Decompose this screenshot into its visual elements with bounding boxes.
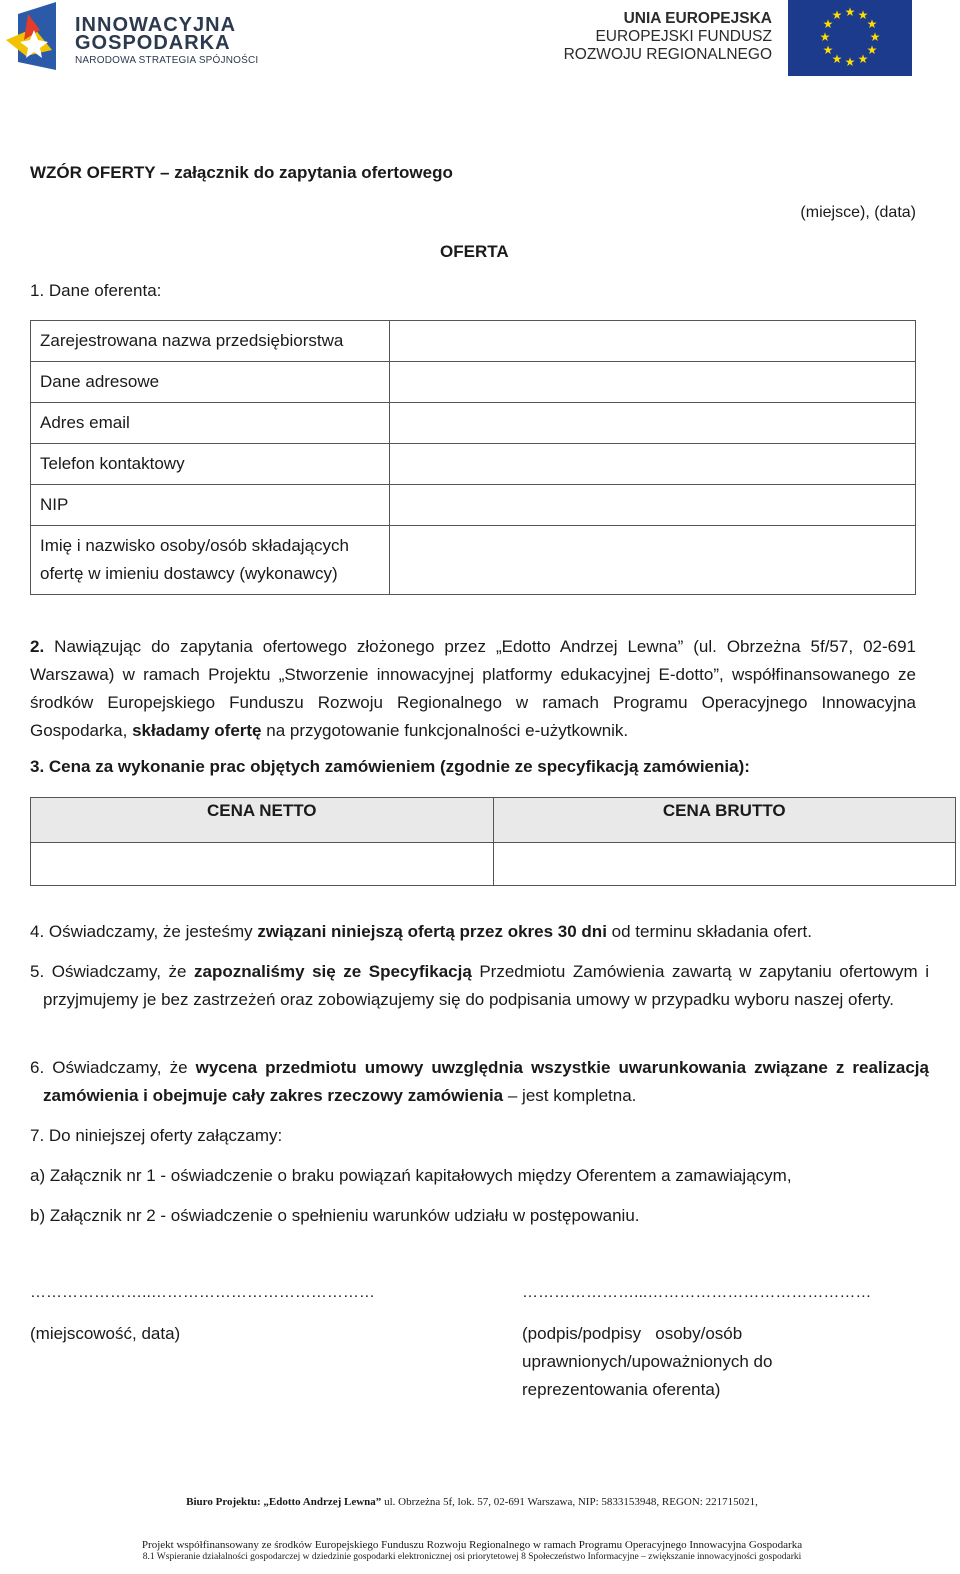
svg-text:★: ★ bbox=[869, 30, 881, 44]
section2-text-a: Nawiązując do zapytania ofertowego złożonego przez „Edotto Andrzej Lewna” (ul. Obrzeżna 5f/57, 02-691 Warszawa) w ramach Projektu „Stworzenie innowacyjnej platformy edukacyjnej E-dotto”, współfinansowanego ze środków Europejskiego Funduszu Rozwoju Regionalnego w ramach Programu Operacyjnego Innowacyjna Gospodarka, bbox=[30, 637, 916, 740]
section6-paragraph bbox=[30, 1054, 929, 1110]
table-row bbox=[31, 321, 916, 362]
row-label-phone: Telefon kontaktowy bbox=[31, 444, 390, 485]
attachment-item-b: b) Załącznik nr 2 - oświadczenie o spełnieniu warunków udziału w postępowaniu. bbox=[30, 1206, 640, 1225]
field-price-netto[interactable] bbox=[31, 843, 494, 886]
svg-text:★: ★ bbox=[844, 55, 856, 69]
svg-text:★: ★ bbox=[831, 8, 843, 22]
section5-text-b: Przedmiotu Zamówienia zawartą w zapytaniu ofertowym i przyjmujemy je bez zastrzeżeń oraz zobowiązujemy się do podpisania umowy w przypadku wyboru naszej oferty. bbox=[43, 962, 929, 1009]
field-phone[interactable] bbox=[390, 444, 916, 485]
ig-line2: GOSPODARKA bbox=[75, 32, 231, 54]
place-date: (miejsce), (data) bbox=[800, 204, 916, 221]
eu-flag-icon bbox=[788, 0, 912, 76]
section5-bold: zapoznaliśmy się ze Specyfikacją bbox=[194, 962, 472, 981]
eu-logo-text bbox=[564, 10, 772, 64]
table-row bbox=[31, 526, 916, 595]
offer-heading: OFERTA bbox=[440, 242, 509, 261]
eu-line3: ROZWOJU REGIONALNEGO bbox=[563, 46, 772, 63]
price-value-row bbox=[31, 843, 956, 886]
section6-text-a: 6. Oświadczamy, że bbox=[30, 1058, 196, 1077]
table-row bbox=[31, 403, 916, 444]
section4-paragraph bbox=[30, 918, 916, 946]
eu-stars-icon bbox=[788, 0, 912, 76]
attachment-item-a: a) Załącznik nr 1 - oświadczenie o braku powiązań kapitałowych między Oferentem a zamawiającym, bbox=[30, 1166, 792, 1185]
field-address[interactable] bbox=[390, 362, 916, 403]
section3-heading: 3. Cena za wykonanie prac objętych zamówieniem (zgodnie ze specyfikacją zamówienia): bbox=[30, 757, 750, 776]
row-label-email: Adres email bbox=[31, 403, 390, 444]
price-header-row bbox=[31, 798, 956, 843]
svg-text:★: ★ bbox=[831, 52, 843, 66]
section6-bold: wycena przedmiotu umowy uwzględnia wszystkie uwarunkowania związane z realizacją zamówienia i obejmuje cały zakres rzeczowy zamówienia bbox=[43, 1058, 929, 1105]
eu-line1: UNIA EUROPEJSKA bbox=[623, 10, 772, 27]
section2-text-b: na przygotowanie funkcjonalności e-użytkownik. bbox=[261, 721, 629, 740]
section5-text-a: 5. Oświadczamy, że bbox=[30, 962, 195, 981]
section2-number: 2. bbox=[30, 637, 45, 656]
table-row bbox=[31, 362, 916, 403]
col-brutto-header: CENA BRUTTO bbox=[493, 798, 956, 843]
eu-line2: EUROPEJSKI FUNDUSZ bbox=[595, 28, 772, 45]
svg-text:★: ★ bbox=[857, 8, 869, 22]
price-table bbox=[30, 797, 956, 886]
svg-text:★: ★ bbox=[844, 5, 856, 19]
svg-text:★: ★ bbox=[857, 52, 869, 66]
table-row bbox=[31, 444, 916, 485]
footer-address-rest: ul. Obrzeżna 5f, lok. 57, 02-691 Warszawa, NIP: 5833153948, REGON: 221715021, bbox=[381, 1496, 758, 1508]
offeror-data-table bbox=[30, 320, 916, 595]
section1-heading: 1. Dane oferenta: bbox=[30, 281, 162, 300]
table-row bbox=[31, 485, 916, 526]
field-nip[interactable] bbox=[390, 485, 916, 526]
ig-line3: NARODOWA STRATEGIA SPÓJNOŚCI bbox=[75, 55, 259, 66]
svg-text:★: ★ bbox=[822, 43, 834, 57]
section5-paragraph bbox=[30, 958, 929, 1014]
section4-text-a: 4. Oświadczamy, że jesteśmy bbox=[30, 922, 258, 941]
section2-paragraph bbox=[30, 633, 916, 745]
field-price-brutto[interactable] bbox=[493, 843, 956, 886]
ig-logo-text bbox=[75, 16, 258, 66]
section2-bold: składamy ofertę bbox=[132, 721, 262, 740]
ig-line1: INNOWACYJNA bbox=[75, 14, 237, 36]
svg-text:★: ★ bbox=[866, 17, 878, 31]
footer-measure: 8.1 Wspieranie działalności gospodarczej w dziedzinie gospodarki elektronicznej osi priorytetowej 8 Społeczeństwo Informacyjne – zwiększanie innowacyjności gospodarki bbox=[142, 1552, 802, 1562]
footer-office: Biuro Projektu: „Edotto Andrzej Lewna” bbox=[186, 1496, 382, 1508]
field-representative[interactable] bbox=[390, 526, 916, 595]
footer-address bbox=[0, 1496, 944, 1508]
row-label-address: Dane adresowe bbox=[31, 362, 390, 403]
footer-cofinancing: Projekt współfinansowany ze środków Europejskiego Funduszu Rozwoju Regionalnego w ramach Programu Operacyjnego Innowacyjna Gospodarka bbox=[141, 1539, 803, 1551]
section4-text-b: od terminu składania ofert. bbox=[606, 922, 812, 941]
document-title: WZÓR OFERTY – załącznik do zapytania ofertowego bbox=[30, 163, 453, 182]
svg-text:★: ★ bbox=[866, 43, 878, 57]
field-company-name[interactable] bbox=[390, 321, 916, 362]
svg-text:★: ★ bbox=[822, 17, 834, 31]
signature-dots-right: …………………...…………………………………… bbox=[522, 1284, 872, 1301]
ig-emblem-icon bbox=[4, 0, 74, 74]
row-label-nip: NIP bbox=[31, 485, 390, 526]
signature-dots-left: …………………..…………………………………… bbox=[30, 1284, 375, 1301]
svg-text:★: ★ bbox=[819, 30, 831, 44]
signature-right-line3: reprezentowania oferenta) bbox=[522, 1380, 721, 1399]
field-email[interactable] bbox=[390, 403, 916, 444]
signature-label-left: (miejscowość, data) bbox=[30, 1324, 181, 1343]
col-netto-header: CENA NETTO bbox=[31, 798, 494, 843]
signature-right-line1: (podpis/podpisy osoby/osób bbox=[522, 1324, 743, 1343]
section7-heading: 7. Do niniejszej oferty załączamy: bbox=[30, 1126, 283, 1145]
row-label-representative: Imię i nazwisko osoby/osób składających ofertę w imieniu dostawcy (wykonawcy) bbox=[31, 526, 390, 595]
row-label-company-name: Zarejestrowana nazwa przedsiębiorstwa bbox=[31, 321, 390, 362]
signature-right-line2: uprawnionych/upoważnionych do bbox=[522, 1352, 773, 1371]
section4-bold: związani niniejszą ofertą przez okres 30 dni bbox=[257, 922, 607, 941]
section6-text-b: – jest kompletna. bbox=[503, 1086, 637, 1105]
signature-label-right bbox=[522, 1320, 772, 1404]
